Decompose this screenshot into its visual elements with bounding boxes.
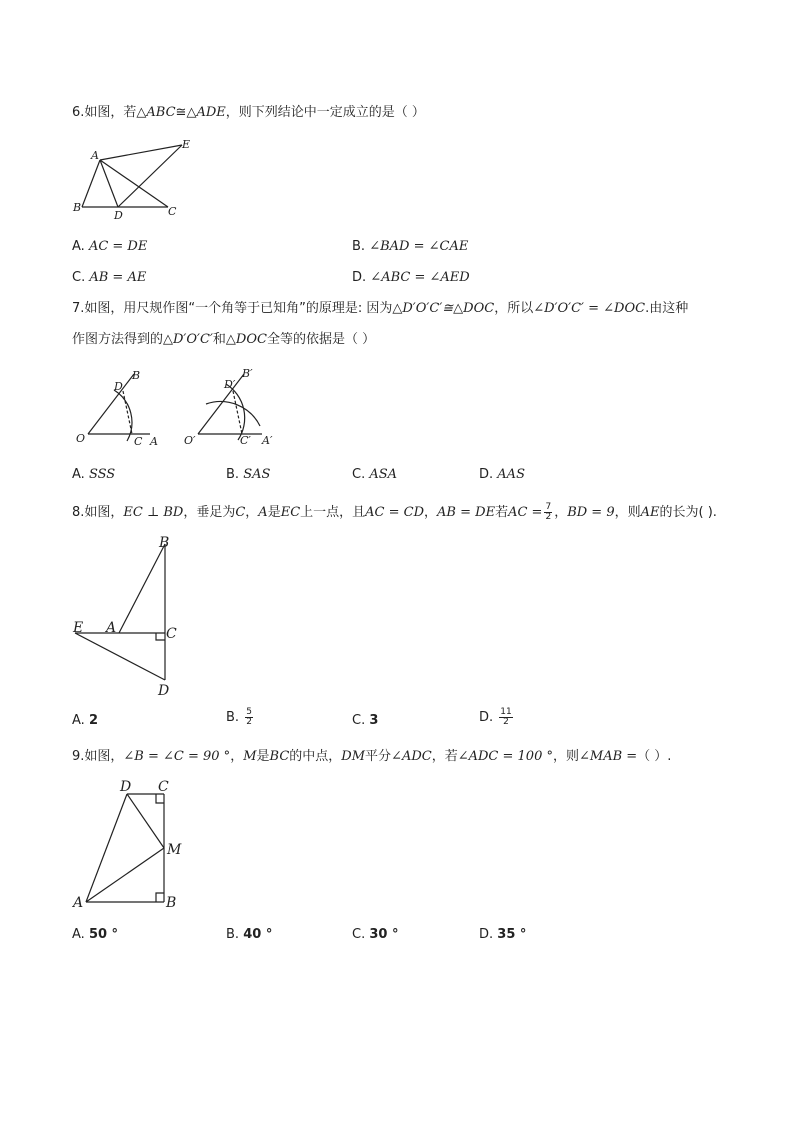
label-E: E: [73, 620, 84, 636]
option-6-C[interactable]: C. AB = AE: [72, 270, 147, 285]
question-7-figure-right: [180, 364, 280, 454]
option-9-B[interactable]: B. 40 °: [226, 927, 273, 942]
question-8-figure: [70, 530, 190, 702]
option-8-B[interactable]: B. $\frac{5}{2}$: [226, 707, 252, 727]
option-9-C[interactable]: C. 30 °: [352, 927, 399, 942]
label-A: A: [73, 895, 84, 911]
question-9-prompt: 9.如图，∠B = ∠C = 90 °，M是BC的中点，DM平分∠ADC，若∠ADC = 100 °，则∠MAB =（ ）.: [72, 749, 672, 764]
label-B: B: [166, 895, 177, 911]
option-8-C[interactable]: C. 3: [352, 713, 379, 728]
label-B-prime: B′: [242, 367, 253, 380]
label-D: D: [114, 380, 123, 393]
label-C: C: [166, 626, 177, 642]
option-7-C[interactable]: C. ASA: [352, 467, 398, 482]
option-6-D[interactable]: D. ∠ABC = ∠AED: [352, 270, 470, 285]
label-B: B: [73, 201, 82, 214]
fraction-7-over-2: $\frac{7}{2}$: [545, 502, 552, 522]
label-C: C: [168, 205, 177, 218]
option-6-B[interactable]: B. ∠BAD = ∠CAE: [352, 239, 469, 254]
option-9-A[interactable]: A. 50 °: [72, 927, 119, 942]
label-O: O: [76, 432, 86, 445]
label-A: A: [150, 435, 158, 448]
label-D: D: [158, 683, 170, 699]
question-7-figure-left: [72, 364, 164, 454]
question-6-prompt: 6.如图，若△ABC≅△ADE，则下列结论中一定成立的是（ ）: [72, 105, 425, 120]
option-6-A[interactable]: A. AC = DE: [72, 239, 148, 254]
option-8-A[interactable]: A. 2: [72, 713, 98, 728]
label-B: B: [159, 535, 170, 551]
label-C: C: [134, 435, 143, 448]
label-A-prime: A′: [262, 434, 273, 447]
label-M: M: [167, 842, 182, 858]
option-7-A[interactable]: A. SSS: [72, 467, 116, 482]
label-E: E: [182, 138, 191, 151]
label-D: D: [114, 209, 123, 222]
label-C: C: [158, 779, 169, 795]
option-7-B[interactable]: B. SAS: [226, 467, 271, 482]
label-D: D: [120, 779, 132, 795]
label-C-prime: C′: [240, 434, 251, 447]
label-B: B: [132, 369, 141, 382]
label-A: A: [91, 149, 99, 162]
option-7-D[interactable]: D. AAS: [479, 467, 525, 482]
label-A: A: [106, 620, 117, 636]
option-9-D[interactable]: D. 35 °: [479, 927, 527, 942]
question-7-prompt-line1: 7.如图，用尺规作图“一个角等于已知角”的原理是: 因为△D′O′C′≅△DOC，所以∠D′O′C′ = ∠DOC.由这种: [72, 301, 689, 316]
question-7-prompt-line2: 作图方法得到的△D′O′C′和△DOC全等的依据是（ ）: [72, 332, 376, 347]
label-D-prime: D′: [224, 378, 236, 391]
question-6-figure: [70, 136, 200, 222]
question-9-figure: [70, 774, 190, 912]
option-8-D[interactable]: D. $\frac{11}{2}$: [479, 707, 512, 727]
question-8-prompt: 8.如图，EC ⊥ BD，垂足为C，A是EC上一点，且AC = CD，AB = DE若AC = $\frac{7}{2}$ ，BD = 9，则AE的长为( ).: [72, 502, 717, 522]
label-O-prime: O′: [184, 434, 196, 447]
